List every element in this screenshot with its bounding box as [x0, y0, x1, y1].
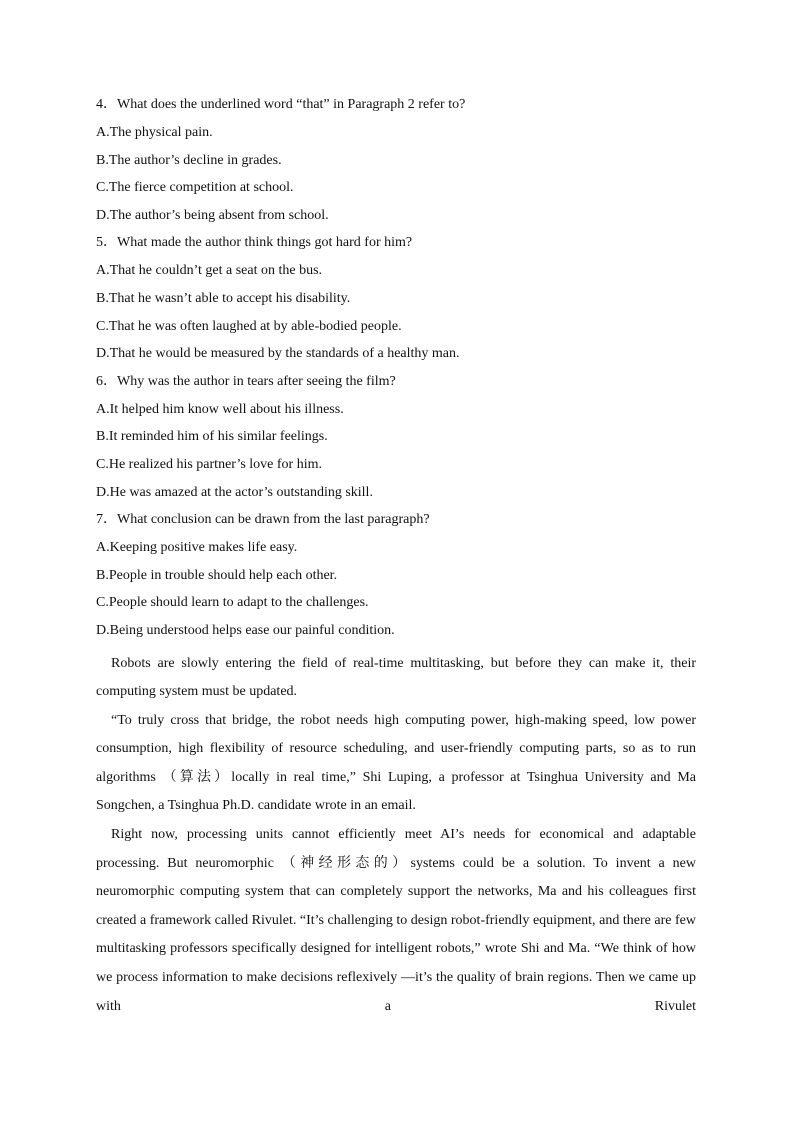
question-4 — [96, 96, 696, 234]
option-b: B.People in trouble should help each other. — [96, 567, 338, 583]
option-d: D.He was amazed at the actor’s outstanding skill. — [96, 484, 373, 500]
question-stem: 6．Why was the author in tears after seeing the film? — [96, 373, 396, 389]
passage-paragraph-2: “To truly cross that bridge, the robot needs high computing power, high-making speed, low power consumption, high flexibility of resource scheduling, and user-friendly computing parts, so as to run algorithms （算法）locally in real time,” Shi Luping, a professor at Tsinghua University and Ma Songchen, a Tsinghua Ph.D. candidate wrote in an email. — [96, 712, 696, 814]
question-stem: 5．What made the author think things got hard for him? — [96, 235, 413, 251]
question-6 — [96, 373, 696, 511]
option-b: B.The author’s decline in grades. — [96, 152, 282, 168]
option-c: C.The fierce competition at school. — [96, 180, 294, 196]
reading-passage — [96, 650, 696, 1022]
question-stem: 7．What conclusion can be drawn from the last paragraph? — [96, 512, 430, 528]
passage-paragraph-3: Right now, processing units cannot efficiently meet AI’s needs for economical and adaptable processing. But neuromorphic （神经形态的）systems could be a solution. To invent a new neuromorphic computing system that can completely support the networks, Ma and his colleagues first created a framework called Rivulet. “It’s challenging to design robot-friendly equipment, and there are few multitasking professors specifically designed for intelligent robots,” wrote Shi and Ma. “We think of how we process information to make decisions reflexively —it’s the quality of brain regions. Then we came up with a Rivulet — [96, 827, 696, 1014]
question-5 — [96, 234, 696, 372]
option-a: A.It helped him know well about his illness. — [96, 401, 344, 417]
option-a: A.The physical pain. — [96, 125, 213, 140]
document-page — [96, 96, 696, 1021]
option-d: D.That he would be measured by the standards of a healthy man. — [96, 346, 460, 362]
option-c: C.He realized his partner’s love for him. — [96, 456, 323, 472]
option-c: C.People should learn to adapt to the challenges. — [96, 595, 369, 611]
option-c: C.That he was often laughed at by able-bodied people. — [96, 318, 402, 334]
option-a: A.That he couldn’t get a seat on the bus. — [96, 263, 323, 279]
question-stem: 4．What does the underlined word “that” in Paragraph 2 refer to? — [96, 97, 466, 112]
question-7 — [96, 511, 696, 649]
option-d: D.Being understood helps ease our painful condition. — [96, 622, 395, 638]
option-a: A.Keeping positive makes life easy. — [96, 540, 298, 556]
passage-paragraph-1: Robots are slowly entering the field of real-time multitasking, but before they can make it, their computing system must be updated. — [96, 655, 696, 700]
option-b: B.It reminded him of his similar feelings. — [96, 429, 328, 445]
option-b: B.That he wasn’t able to accept his disability. — [96, 290, 351, 306]
option-d: D.The author’s being absent from school. — [96, 207, 329, 223]
